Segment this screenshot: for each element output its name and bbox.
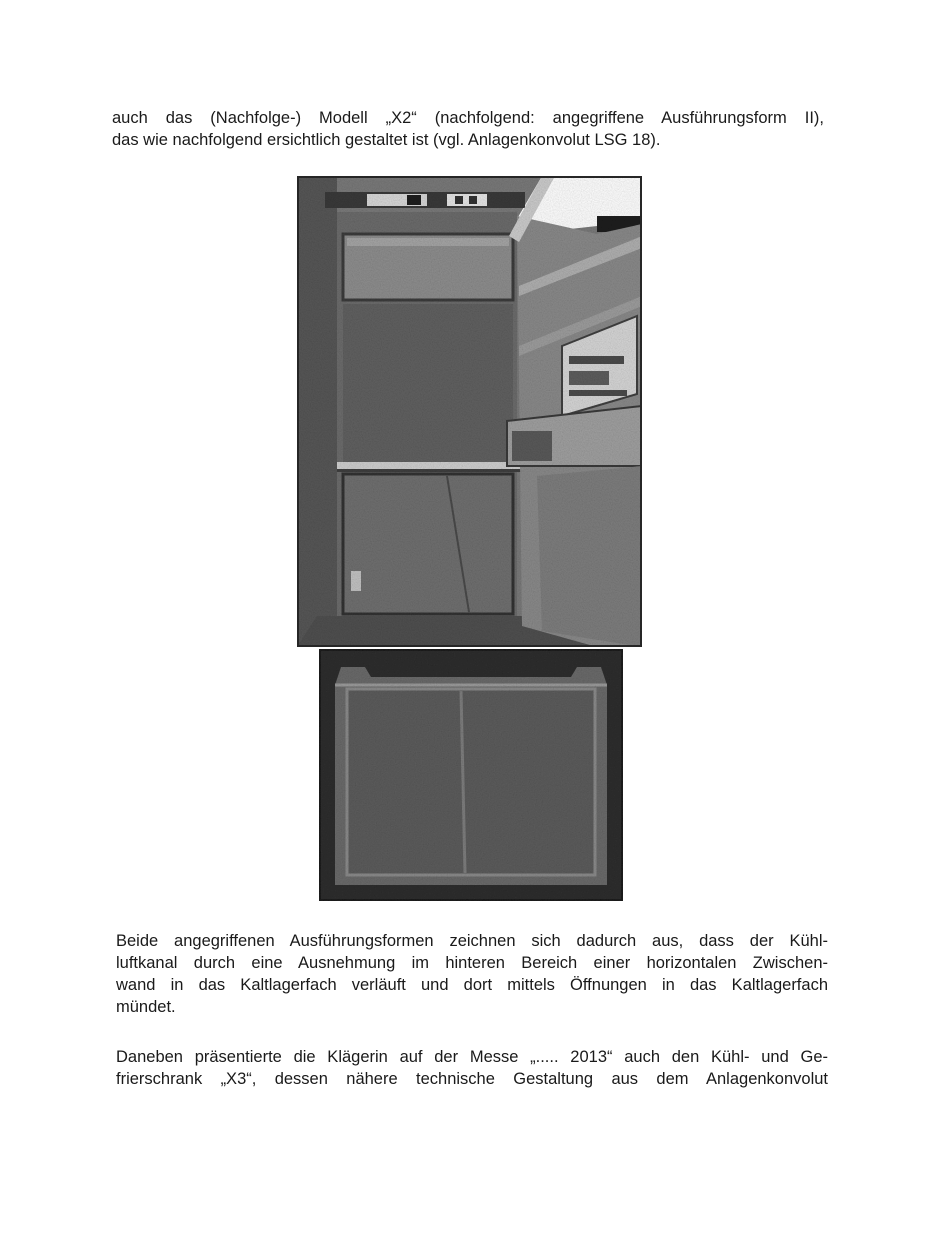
paragraph-description <box>116 930 828 1018</box>
refrigerator-shelf-photo <box>319 649 623 901</box>
text-line: luftkanal durch eine Ausnehmung im hinteren Bereich einer horizontalen Zwischen- <box>116 954 828 972</box>
text-line: mündet. <box>116 998 176 1016</box>
text-line: Daneben präsentierte die Klägerin auf der Messe „..... 2013“ auch den Kühl- und Ge- <box>116 1048 828 1066</box>
open-refrigerator-photo <box>297 176 642 647</box>
text-line: Beide angegriffenen Ausführungsformen zeichnen sich dadurch aus, dass der Kühl- <box>116 932 828 950</box>
text-line: wand in das Kaltlagerfach verläuft und dort mittels Öffnungen in das Kaltlagerfach <box>116 976 828 994</box>
paragraph-intro <box>112 107 824 151</box>
paragraph-exhibition <box>116 1046 828 1090</box>
text-line: auch das (Nachfolge-) Modell „X2“ (nachfolgend: angegriffene Ausführungsform II), <box>112 109 824 127</box>
text-line: frierschrank „X3“, dessen nähere technische Gestaltung aus dem Anlagenkonvolut <box>116 1070 828 1088</box>
text-line: das wie nachfolgend ersichtlich gestaltet ist (vgl. Anlagenkonvolut LSG 18). <box>112 131 661 149</box>
